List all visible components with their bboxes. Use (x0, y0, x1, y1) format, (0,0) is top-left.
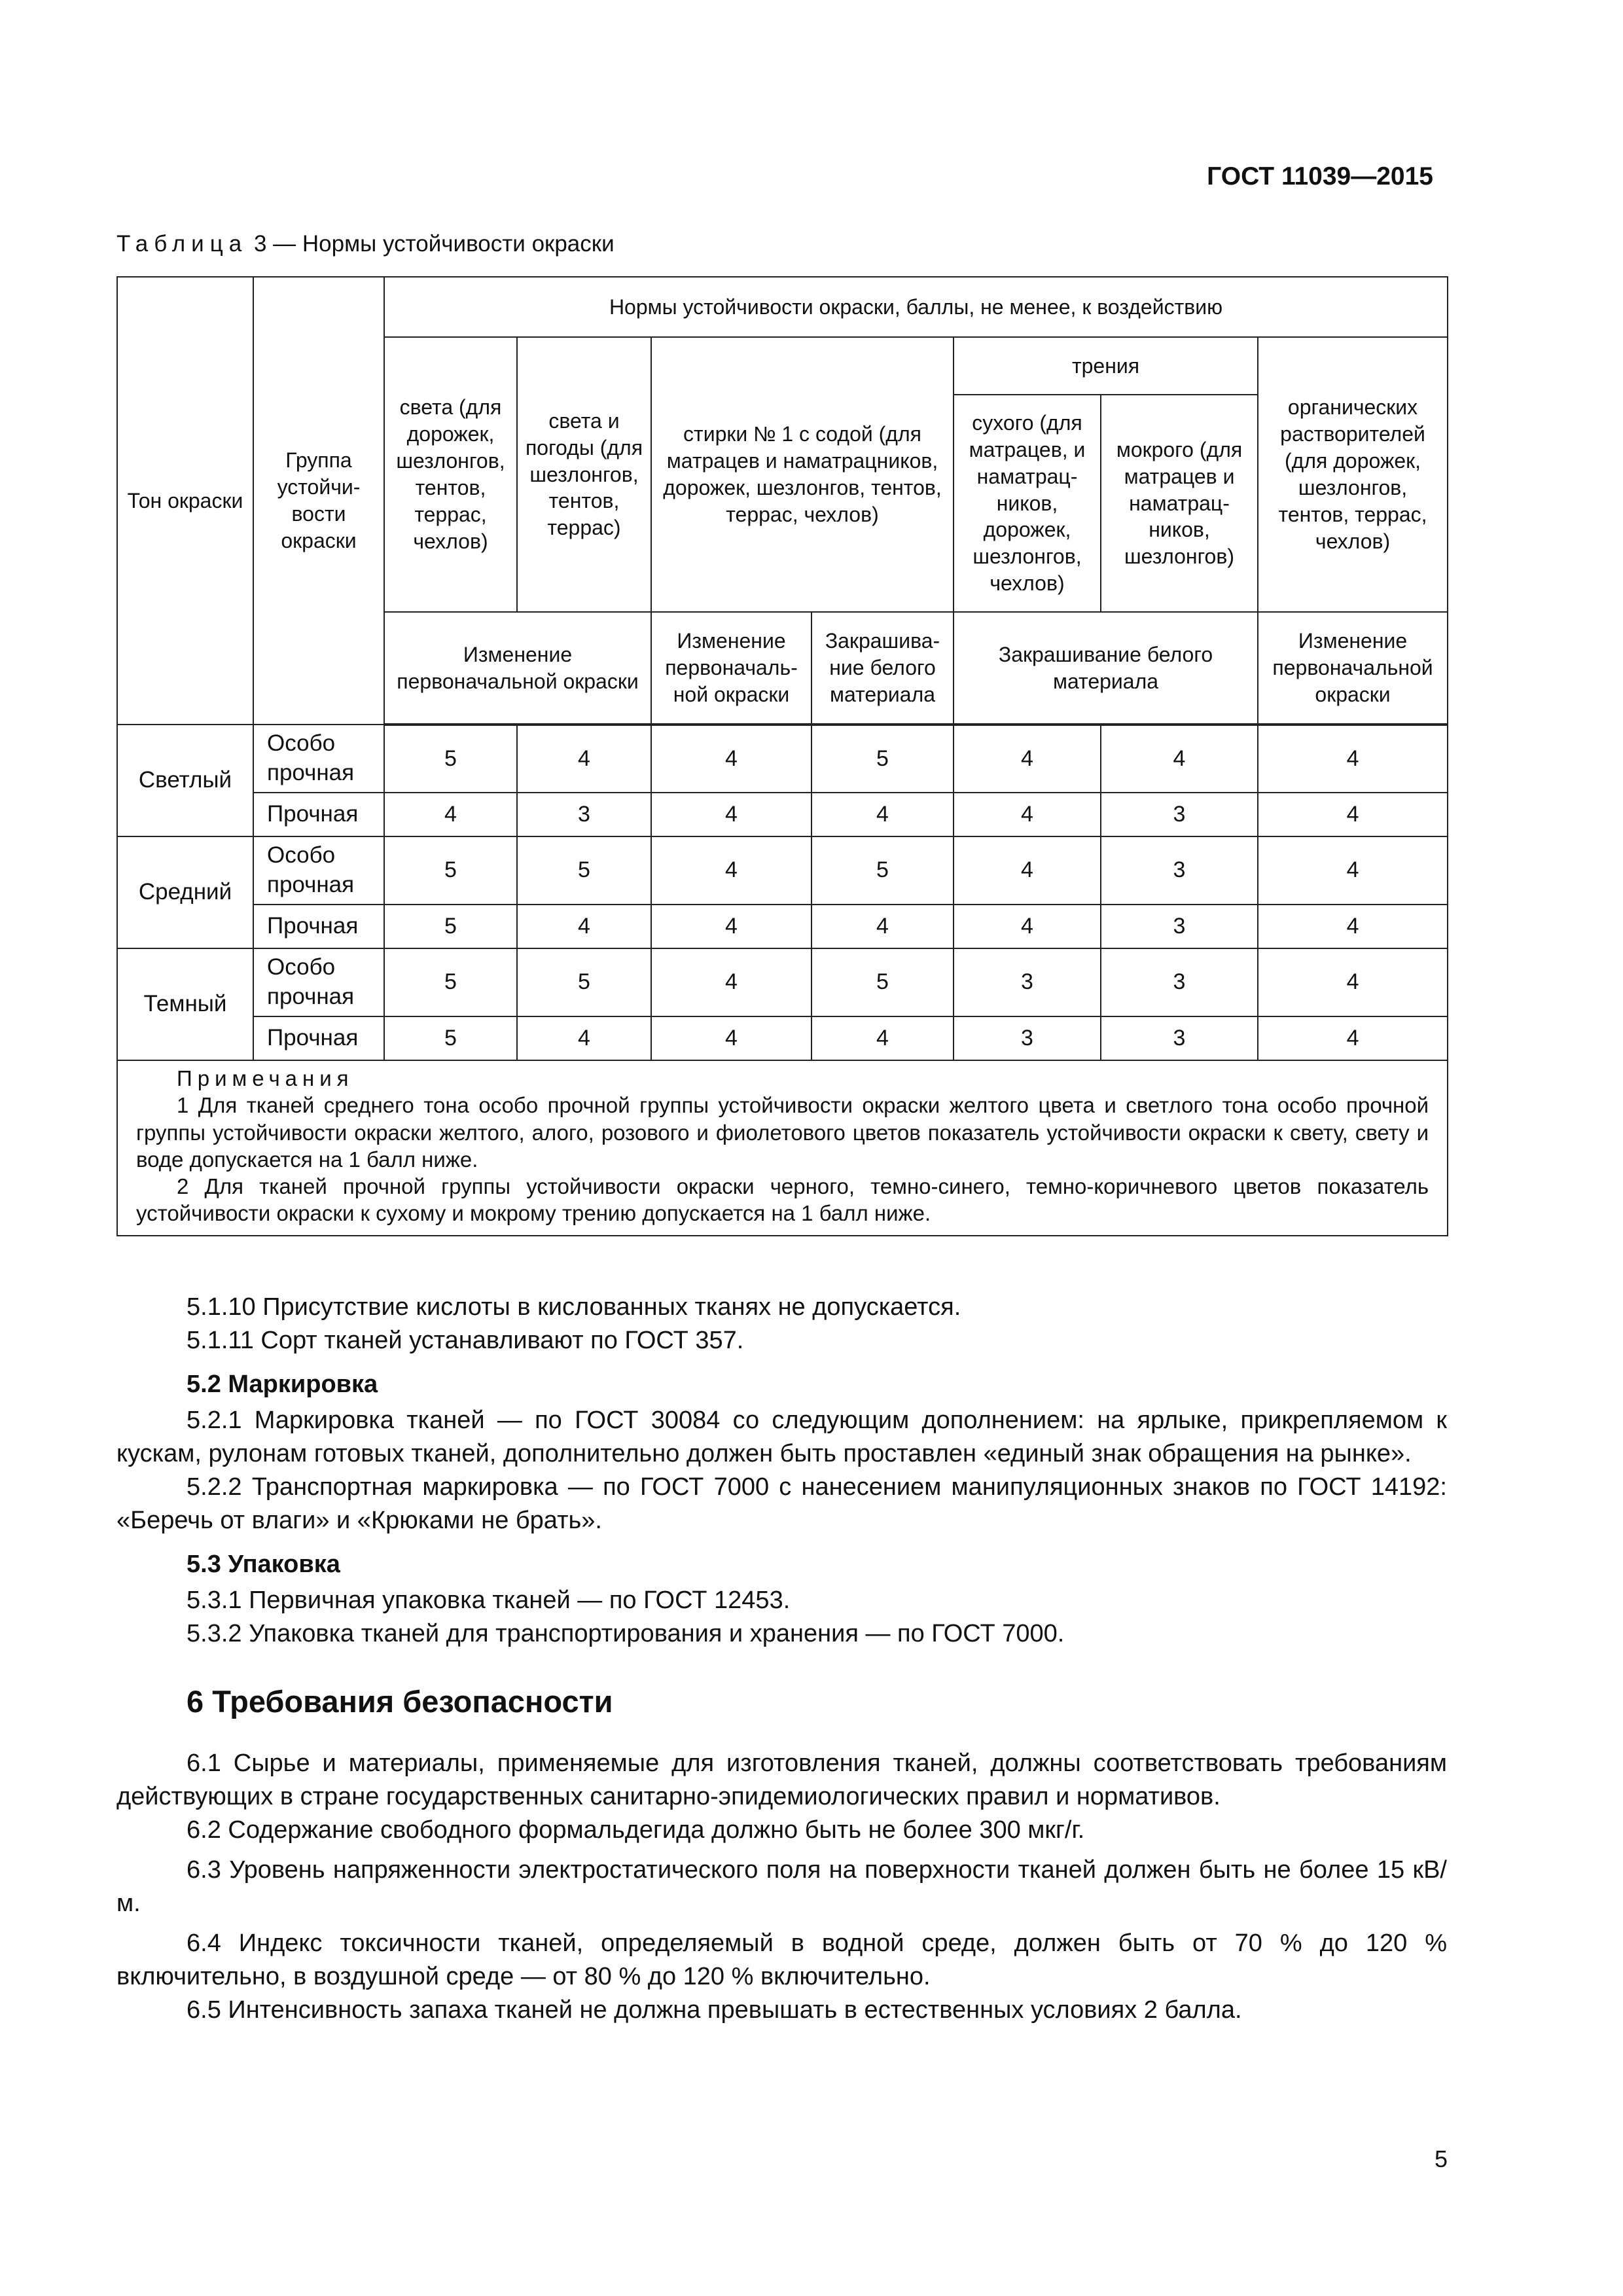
value-cell: 5 (517, 836, 651, 905)
table-row (117, 836, 1448, 905)
paragraph-6-2: 6.2 Содержание свободного формальдегида должно быть не более 300 мкг/г. (187, 1816, 1085, 1844)
table-notes-row (117, 1060, 1448, 1236)
group-cell: Особо прочная (253, 948, 384, 1016)
table-row (117, 948, 1448, 1016)
notes-title: Примечания (177, 1066, 354, 1090)
value-cell: 4 (517, 1016, 651, 1060)
note-item: 2 Для тканей прочной группы устойчивости окраски черного, темно-синего, темно-коричневого цветов показатель устойчивости окраски к сухому и мокрому трению допускается на 1 балл ниже. (136, 1174, 1429, 1226)
group-cell: Особо прочная (253, 725, 384, 793)
header-organic: органических растворителей (для дорожек, шезлонгов, тентов, террас, чехлов) (1258, 337, 1448, 612)
value-cell: 3 (1101, 836, 1258, 905)
paragraph-5-1-11: 5.1.11 Сорт тканей устанавливают по ГОСТ 357. (187, 1327, 744, 1354)
value-cell: 5 (812, 725, 954, 793)
value-cell: 5 (384, 905, 517, 948)
standard-designation: ГОСТ 11039—2015 (1207, 162, 1433, 190)
group-cell: Прочная (253, 905, 384, 948)
paragraph-6-4: 6.4 Индекс токсичности тканей, определяемый в водной среде, должен быть от 70 % до 120 % включительно, в воздушной среде — от 80 % до 120 % включительно. (116, 1929, 1447, 1990)
value-cell: 5 (517, 948, 651, 1016)
group-cell: Особо прочная (253, 836, 384, 905)
page-number: 5 (1434, 2145, 1448, 2172)
value-cell: 4 (1258, 793, 1448, 836)
value-cell: 3 (954, 948, 1101, 1016)
value-cell: 3 (1101, 948, 1258, 1016)
tone-cell: Темный (117, 948, 253, 1060)
header-light: света (для дорожек, шезлонгов, тентов, террас, чехлов) (384, 337, 517, 612)
header-staining-rub: Закрашивание белого материала (954, 612, 1258, 725)
table-row (117, 905, 1448, 948)
table-row (117, 793, 1448, 836)
table-caption-text: — Нормы устойчивости окраски (273, 231, 615, 257)
value-cell: 5 (384, 725, 517, 793)
header-norms: Нормы устойчивости окраски, баллы, не менее, к воздействию (384, 277, 1448, 337)
value-cell: 3 (954, 1016, 1101, 1060)
paragraph-5-3-2: 5.3.2 Упаковка тканей для транспортирования и хранения — по ГОСТ 7000. (187, 1620, 1065, 1647)
body-text (116, 1291, 1447, 2027)
header-staining-wash: Закрашива-ние белого материала (812, 612, 954, 725)
tone-cell: Светлый (117, 725, 253, 836)
paragraph-5-2-2: 5.2.2 Транспортная маркировка — по ГОСТ 7000 с нанесением манипуляционных знаков по ГОСТ 14192: «Беречь от влаги» и «Крюками не брать». (116, 1473, 1447, 1534)
table-caption (116, 231, 615, 257)
colorfastness-norms-table (116, 276, 1448, 1236)
table-caption-label: Таблица (116, 231, 248, 257)
header-rubbing-dry: сухого (для матрацев, и наматрац-ников, дорожек, шезлонгов, чехлов) (954, 395, 1101, 612)
value-cell: 4 (1258, 905, 1448, 948)
value-cell: 4 (954, 793, 1101, 836)
value-cell: 4 (1258, 836, 1448, 905)
paragraph-5-1-10: 5.1.10 Присутствие кислоты в кислованных тканях не допускается. (187, 1293, 961, 1321)
paragraph-5-3-1: 5.3.1 Первичная упаковка тканей — по ГОСТ 12453. (187, 1587, 791, 1614)
value-cell: 4 (1258, 948, 1448, 1016)
value-cell: 3 (1101, 905, 1258, 948)
paragraph-5-2-1: 5.2.1 Маркировка тканей — по ГОСТ 30084 со следующим дополнением: на ярлыке, прикрепляемом к кускам, рулонам готовых тканей, дополнительно должен быть проставлен «единый знак обращения на рынке». (116, 1407, 1447, 1467)
value-cell: 4 (651, 793, 812, 836)
value-cell: 4 (812, 793, 954, 836)
value-cell: 5 (812, 948, 954, 1016)
section-heading-6: 6 Требования безопасности (187, 1684, 613, 1719)
header-change-initial: Изменение первоначальной окраски (384, 612, 651, 725)
value-cell: 4 (517, 905, 651, 948)
value-cell: 4 (812, 905, 954, 948)
value-cell: 4 (954, 836, 1101, 905)
header-rubbing: трения (954, 337, 1258, 395)
tone-cell: Средний (117, 836, 253, 948)
table-notes (117, 1060, 1448, 1236)
header-group: Группа устойчи-вости окраски (253, 277, 384, 725)
value-cell: 4 (651, 836, 812, 905)
subsection-heading-5-2: 5.2 Маркировка (187, 1371, 378, 1398)
value-cell: 3 (1101, 793, 1258, 836)
value-cell: 5 (384, 948, 517, 1016)
group-cell: Прочная (253, 793, 384, 836)
value-cell: 4 (651, 905, 812, 948)
value-cell: 4 (1101, 725, 1258, 793)
value-cell: 4 (1258, 1016, 1448, 1060)
subsection-heading-5-3: 5.3 Упаковка (187, 1551, 340, 1578)
table-row (117, 725, 1448, 793)
paragraph-6-5: 6.5 Интенсивность запаха тканей не должна превышать в естественных условиях 2 балла. (187, 1996, 1242, 2024)
note-item: 1 Для тканей среднего тона особо прочной группы устойчивости окраски желтого цвета и светлого тона особо прочной группы устойчивости окраски желтого, алого, розового и фиолетового цветов показатель устойчивости окраски к свету, свету и воде допускается на 1 балл ниже. (136, 1093, 1429, 1172)
header-tone: Тон окраски (117, 277, 253, 725)
table-row (117, 1016, 1448, 1060)
value-cell: 4 (954, 725, 1101, 793)
value-cell: 4 (651, 1016, 812, 1060)
value-cell: 4 (954, 905, 1101, 948)
value-cell: 4 (517, 725, 651, 793)
header-light-weather: света и погоды (для шезлонгов, тентов, террас) (517, 337, 651, 612)
value-cell: 4 (1258, 725, 1448, 793)
value-cell: 4 (812, 1016, 954, 1060)
value-cell: 5 (812, 836, 954, 905)
value-cell: 3 (1101, 1016, 1258, 1060)
paragraph-6-1: 6.1 Сырье и материалы, применяемые для изготовления тканей, должны соответствовать требованиям действующих в стране государственных санитарно-эпидемиологических правил и нормативов. (116, 1749, 1447, 1810)
value-cell: 5 (384, 836, 517, 905)
value-cell: 4 (651, 725, 812, 793)
paragraph-6-3: 6.3 Уровень напряженности электростатического поля на поверхности тканей должен быть не более 15 кВ/м. (116, 1856, 1447, 1917)
table-caption-number: 3 (253, 231, 267, 257)
group-cell: Прочная (253, 1016, 384, 1060)
value-cell: 5 (384, 1016, 517, 1060)
header-change-initial-organic: Изменение первоначальной окраски (1258, 612, 1448, 725)
value-cell: 4 (384, 793, 517, 836)
value-cell: 3 (517, 793, 651, 836)
header-wash: стирки № 1 с содой (для матрацев и наматрацников, дорожек, шезлонгов, тентов, террас, чехлов) (651, 337, 954, 612)
header-change-initial-wash: Изменение первоначаль-ной окраски (651, 612, 812, 725)
value-cell: 4 (651, 948, 812, 1016)
header-rubbing-wet: мокрого (для матрацев и наматрац-ников, шезлонгов) (1101, 395, 1258, 612)
